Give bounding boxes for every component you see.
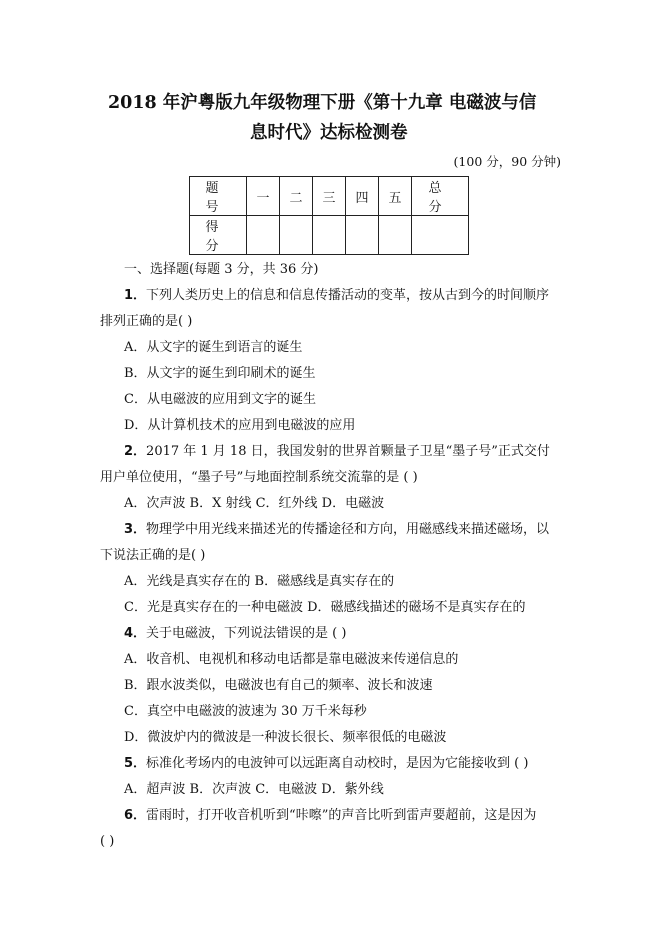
question-3 [124, 522, 594, 538]
question-number: 1． [124, 288, 147, 303]
section-heading: 一、选择题(每题 3 分，共 36 分) [124, 262, 319, 277]
question-text: 下列人类历史上的信息和信息传播活动的变革，按从古到今的时间顺序 [146, 288, 550, 303]
question-number: 6． [124, 808, 147, 823]
option[interactable]: C．从电磁波的应用到文字的诞生 [124, 392, 316, 407]
question-5 [124, 756, 594, 772]
question-number: 2． [124, 444, 147, 459]
option[interactable]: A．从文字的诞生到语言的诞生 [124, 340, 303, 355]
question-text-cont: 用户单位使用，“墨子号”与地面控制系统交流靠的是 ( ) [100, 470, 418, 485]
question-text: 关于电磁波，下列说法错误的是 ( ) [146, 626, 347, 641]
option-row[interactable]: C．光是真实存在的一种电磁波 D．磁感线描述的磁场不是真实存在的 [124, 600, 526, 615]
question-text-cont: 下说法正确的是( ) [100, 548, 206, 563]
option[interactable]: D．从计算机技术的应用到电磁波的应用 [124, 418, 356, 433]
score-entry-cell[interactable] [280, 216, 313, 255]
option-row[interactable]: A．光线是真实存在的 B．磁感线是真实存在的 [124, 574, 395, 589]
table-cell: 题 号 [190, 177, 247, 216]
question-text-cont: ( ) [100, 834, 115, 849]
table-cell: 三 [313, 177, 346, 216]
question-2 [124, 444, 594, 460]
score-table-score-row [190, 216, 469, 255]
score-entry-cell[interactable] [412, 216, 469, 255]
table-cell: 总 分 [412, 177, 469, 216]
doc-title-line2: 息时代》达标检测卷 [250, 123, 408, 143]
table-cell: 得 分 [190, 216, 247, 255]
score-entry-cell[interactable] [313, 216, 346, 255]
question-4 [124, 626, 594, 642]
option[interactable]: B．从文字的诞生到印刷术的诞生 [124, 366, 316, 381]
table-cell: 一 [247, 177, 280, 216]
option[interactable]: B．跟水波类似，电磁波也有自己的频率、波长和波速 [124, 678, 433, 693]
score-entry-cell[interactable] [247, 216, 280, 255]
option-row[interactable]: A．次声波 B．X 射线 C．红外线 D．电磁波 [124, 496, 385, 511]
option[interactable]: A．收音机、电视机和移动电话都是靠电磁波来传递信息的 [124, 652, 459, 667]
question-6 [124, 808, 594, 824]
table-cell: 五 [379, 177, 412, 216]
question-number: 3． [124, 522, 147, 537]
option-row[interactable]: A．超声波 B．次声波 C．电磁波 D．紫外线 [124, 782, 384, 797]
score-time-info: (100 分，90 分钟) [453, 154, 561, 169]
question-text-cont: 排列正确的是( ) [100, 314, 193, 329]
question-text: 雷雨时，打开收音机听到“咔嚓”的声音比听到雷声要超前，这是因为 [146, 808, 537, 823]
score-table [189, 176, 469, 255]
score-table-header-row [190, 177, 469, 216]
question-text: 2017 年 1 月 18 日，我国发射的世界首颗量子卫星“墨子号”正式交付 [146, 444, 550, 459]
question-number: 5． [124, 756, 147, 771]
table-cell: 四 [346, 177, 379, 216]
doc-title-line1: 2018 年沪粤版九年级物理下册《第十九章 电磁波与信 [108, 93, 537, 113]
question-1 [124, 288, 594, 304]
score-entry-cell[interactable] [346, 216, 379, 255]
option[interactable]: C．真空中电磁波的波速为 30 万千米每秒 [124, 704, 367, 719]
question-number: 4． [124, 626, 147, 641]
question-text: 标准化考场内的电波钟可以远距离自动校时，是因为它能接收到 ( ) [146, 756, 529, 771]
option[interactable]: D．微波炉内的微波是一种波长很长、频率很低的电磁波 [124, 730, 447, 745]
table-cell: 二 [280, 177, 313, 216]
score-entry-cell[interactable] [379, 216, 412, 255]
question-text: 物理学中用光线来描述光的传播途径和方向，用磁感线来描述磁场，以 [146, 522, 550, 537]
